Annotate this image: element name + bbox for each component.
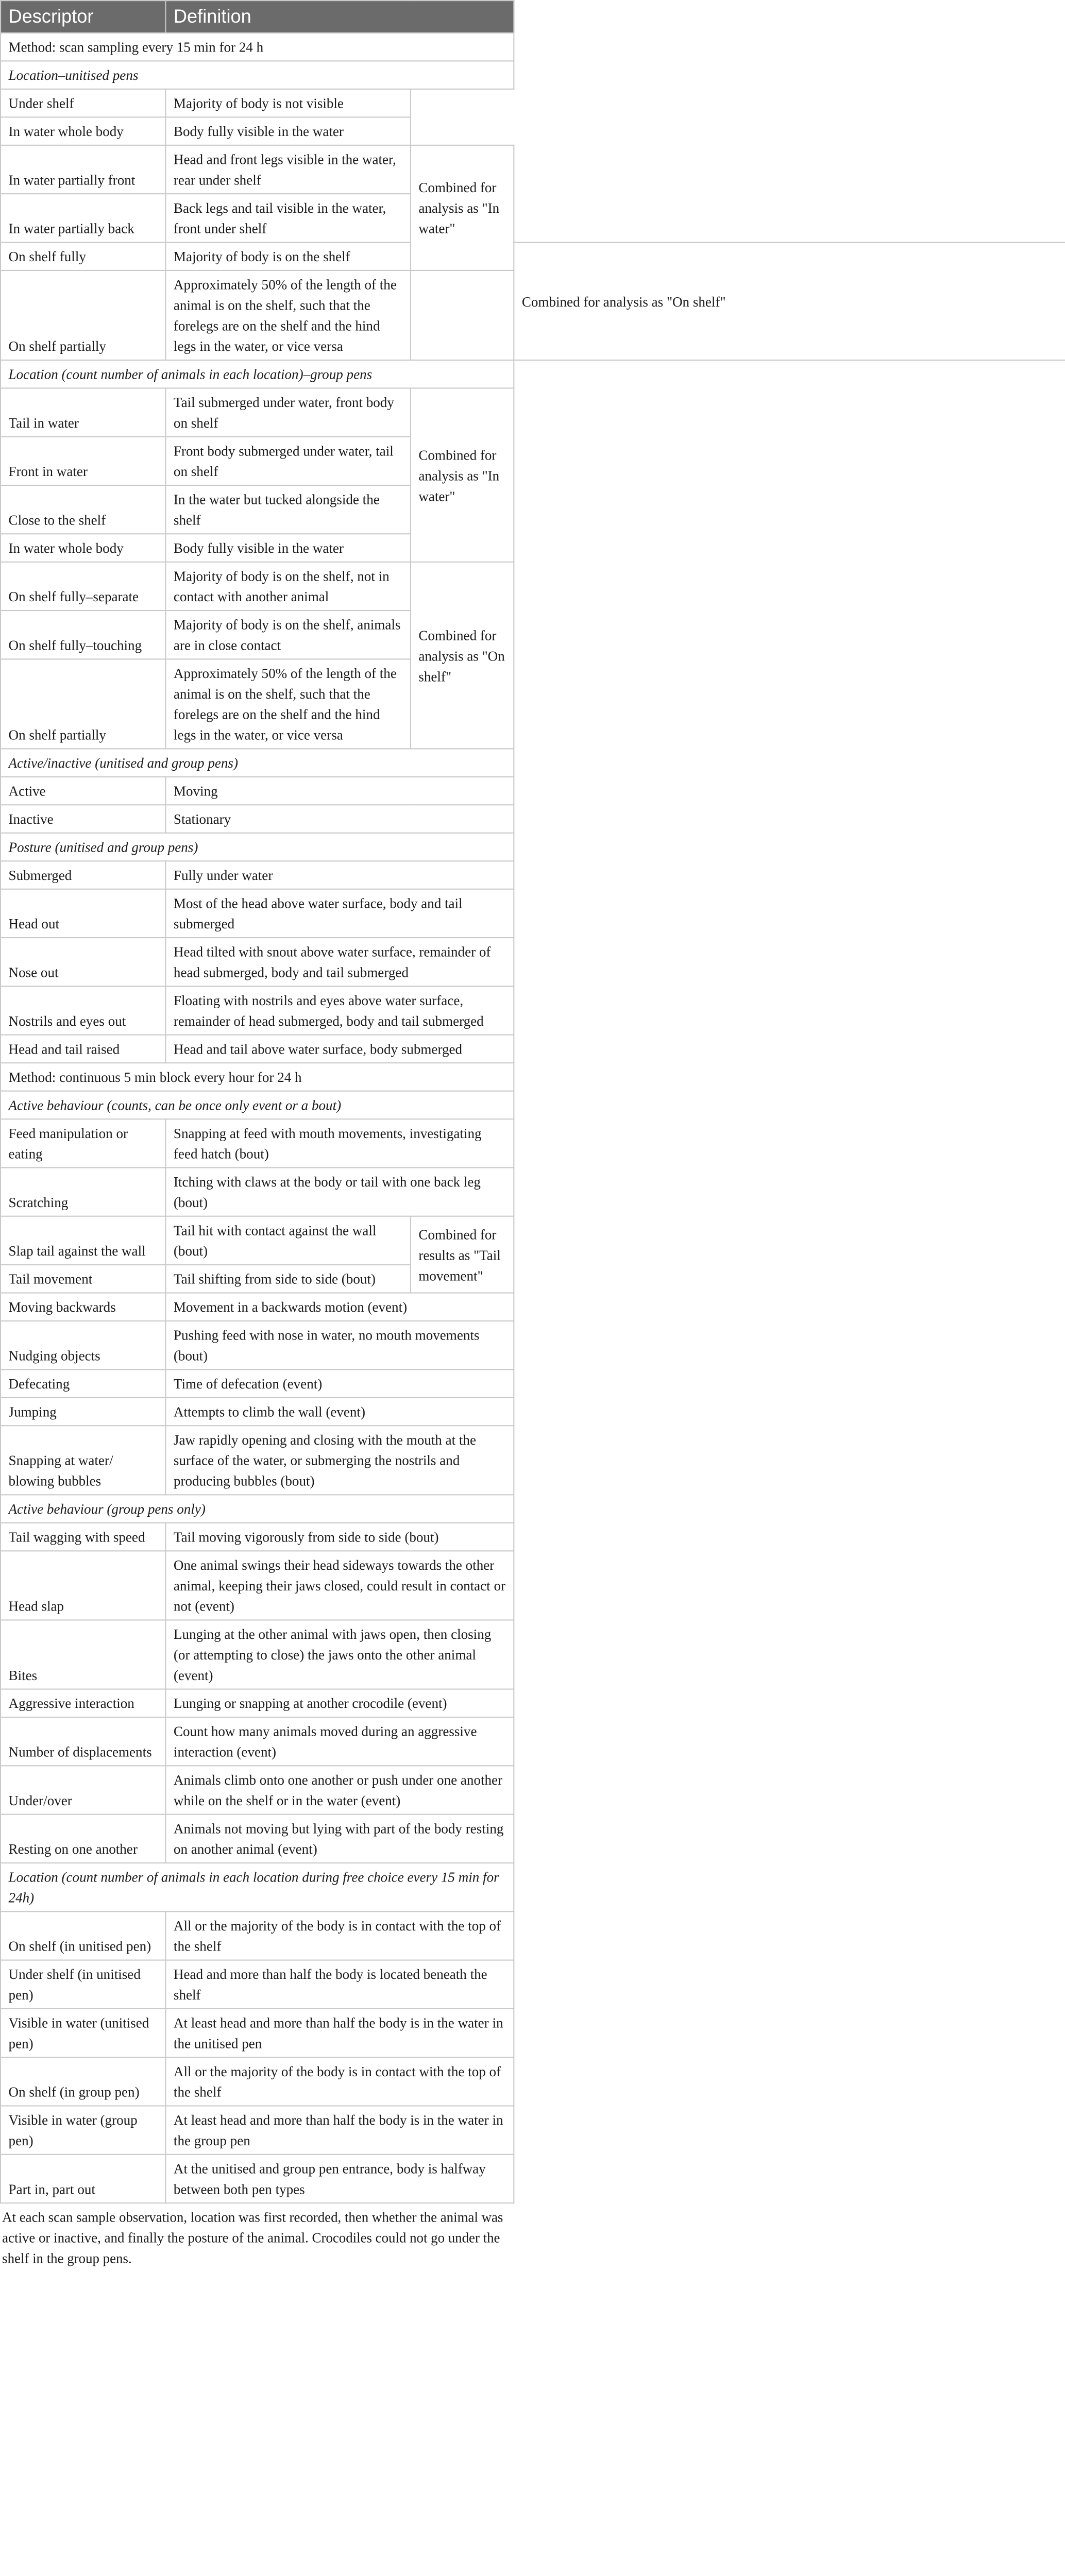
definition-cell: Head tilted with snout above water surface, remainder of head submerged, body and tail submerged [165,938,514,986]
table-row [1,2057,1065,2106]
table-row [1,117,1065,145]
table-row [1,388,1065,436]
blank-cell [514,534,1065,562]
descriptor-cell: Jumping [1,1398,165,1426]
definition-cell: Time of defecation (event) [165,1369,514,1397]
descriptor-cell: Nose out [1,938,165,986]
section-heading: Active behaviour (group pens only) [1,1495,514,1522]
blank-cell [514,1620,1065,1689]
blank-cell [514,2106,1065,2154]
descriptor-cell: In water whole body [1,534,165,562]
combined-note-cell: Combined for analysis as "In water" [411,388,514,562]
blank-cell [514,1551,1065,1620]
table-row [1,1551,1065,1620]
blank-cell [514,889,1065,938]
blank-cell [514,777,1065,805]
section-row [1,33,1065,61]
combined-note-cell: Combined for results as "Tail movement" [411,1216,514,1293]
blank-cell [514,2057,1065,2106]
definition-cell: Lunging at the other animal with jaws open, then closing (or attempting to close) the jaws onto the other animal (event) [165,1620,514,1689]
table-row [1,1167,1065,1216]
blank-cell [514,986,1065,1035]
descriptor-cell: Tail wagging with speed [1,1523,165,1551]
blank-cell [514,1523,1065,1551]
descriptor-cell: Aggressive interaction [1,1689,165,1717]
blank-cell [514,2009,1065,2057]
descriptor-cell: Under shelf [1,89,165,117]
definition-cell: Tail hit with contact against the wall (bout) [165,1216,410,1265]
blank-cell [514,1321,1065,1369]
blank-cell [514,388,1065,436]
blank-cell [514,611,1065,659]
table-row [1,861,1065,889]
definition-cell: Animals not moving but lying with part of the body resting on another animal (event) [165,1815,514,1863]
section-row [1,833,1065,861]
definition-cell: Body fully visible in the water [165,117,410,145]
descriptor-cell: On shelf fully [1,242,165,270]
definition-cell: Stationary [165,805,514,833]
method-heading: Method: continuous 5 min block every hour for 24 h [1,1063,514,1091]
definition-cell: Moving [165,777,514,805]
definition-cell: Majority of body is on the shelf, animals are in close contact [165,611,410,659]
combined-note-cell: Combined for analysis as "In water" [411,145,514,270]
blank-cell [514,33,1065,61]
descriptor-cell: Resting on one another [1,1815,165,1863]
definition-cell: Head and front legs visible in the water, rear under shelf [165,145,410,194]
table-row [1,1766,1065,1814]
definition-cell: Itching with claws at the body or tail with one back leg (bout) [165,1167,514,1216]
definition-cell: Tail shifting from side to side (bout) [165,1265,410,1293]
table-row [1,194,1065,242]
table-row [1,1369,1065,1397]
definition-cell: Tail submerged under water, front body on shelf [165,388,410,436]
descriptor-cell: Part in, part out [1,2155,165,2203]
blank-cell [514,749,1065,776]
blank-cell [514,805,1065,833]
definition-cell: Count how many animals moved during an aggressive interaction (event) [165,1717,514,1766]
descriptor-cell: Active [1,777,165,805]
blank-cell [514,861,1065,889]
blank-cell [514,1063,1065,1091]
combined-note-cell: Combined for analysis as "On shelf" [411,562,514,749]
table-row [1,889,1065,938]
blank-cell [514,1216,1065,1265]
definition-cell: Pushing feed with nose in water, no mouth movements (bout) [165,1321,514,1369]
definition-cell: Attempts to climb the wall (event) [165,1398,514,1426]
table-row [1,805,1065,833]
definition-cell: Head and tail above water surface, body submerged [165,1035,514,1063]
blank-cell [514,1495,1065,1522]
descriptor-cell: On shelf fully–separate [1,562,165,611]
descriptor-cell: Submerged [1,861,165,889]
descriptor-cell: Visible in water (unitised pen) [1,2009,165,2057]
table-row [1,611,1065,659]
descriptor-cell: Tail in water [1,388,165,436]
blank-cell [514,1766,1065,1814]
definition-cell: At least head and more than half the body is in the water in the unitised pen [165,2009,514,2057]
table-body [1,33,1065,2203]
section-row [1,1091,1065,1119]
definition-cell: One animal swings their head sideways towards the other animal, keeping their jaws closed, could result in contact or not (event) [165,1551,514,1620]
table-row [1,1620,1065,1689]
table-row [1,1717,1065,1766]
descriptor-cell: In water whole body [1,117,165,145]
definition-cell: Lunging or snapping at another crocodile (event) [165,1689,514,1717]
blank-cell [514,1035,1065,1063]
descriptor-cell: On shelf partially [1,659,165,749]
section-heading: Location (count number of animals in each location during free choice every 15 min for 24h) [1,1863,514,1911]
table-row [1,1265,1065,1293]
blank-cell [514,1119,1065,1167]
blank-cell [514,1369,1065,1397]
blank-cell [514,61,1065,89]
descriptor-cell: Front in water [1,437,165,485]
definition-cell: Animals climb onto one another or push under one another while on the shelf or in the water (event) [165,1766,514,1814]
blank-cell [514,1091,1065,1119]
blank-cell [514,1265,1065,1293]
definition-cell: Tail moving vigorously from side to side (bout) [165,1523,514,1551]
section-heading: Location (count number of animals in each location)–group pens [1,360,514,388]
blank-cell [514,938,1065,986]
descriptor-cell: Nudging objects [1,1321,165,1369]
definition-cell: At the unitised and group pen entrance, body is halfway between both pen types [165,2155,514,2203]
descriptor-cell: Head out [1,889,165,938]
blank-cell [514,360,1065,388]
table-row [1,1293,1065,1320]
table-row [1,89,1065,117]
method-heading: Method: scan sampling every 15 min for 24 h [1,33,514,61]
definition-cell: Body fully visible in the water [165,534,410,562]
table-row [1,1815,1065,1863]
blank-cell [514,1815,1065,1863]
descriptor-cell: In water partially front [1,145,165,194]
descriptor-cell: Feed manipulation or eating [1,1119,165,1167]
definition-cell: Majority of body is on the shelf, not in contact with another animal [165,562,410,611]
definition-cell: Movement in a backwards motion (event) [165,1293,514,1320]
descriptor-cell: Under shelf (in unitised pen) [1,1960,165,2009]
table-row [1,145,1065,194]
blank-cell [514,562,1065,611]
table-footnote: At each scan sample observation, location was first recorded, then whether the animal was active or inactive, and finally the posture of the animal. Crocodiles could not go under the shelf in the group pens. [2,2209,503,2266]
descriptor-cell: Visible in water (group pen) [1,2106,165,2154]
descriptor-cell: Nostrils and eyes out [1,986,165,1035]
blank-cell [514,437,1065,485]
blank-cell [514,1689,1065,1717]
table-row [1,534,1065,562]
table-row [1,1426,1065,1495]
table-row [1,2155,1065,2203]
definition-cell: All or the majority of the body is in contact with the top of the shelf [165,2057,514,2106]
table-row [1,1960,1065,2009]
blank-cell [514,2155,1065,2203]
table-row [1,242,1065,270]
section-heading: Location–unitised pens [1,61,514,89]
definition-cell: Back legs and tail visible in the water, front under shelf [165,194,410,242]
descriptor-cell: On shelf fully–touching [1,611,165,659]
header-descriptor: Descriptor [1,1,165,33]
table-row [1,777,1065,805]
definition-cell: Approximately 50% of the length of the animal is on the shelf, such that the forelegs are on the shelf and the hind legs in the water, or vice versa [165,659,410,749]
blank-cell [411,89,514,117]
descriptor-cell: On shelf (in group pen) [1,2057,165,2106]
section-row [1,61,1065,89]
table-header-row [1,1,1065,33]
table-row [1,1398,1065,1426]
definition-cell: Fully under water [165,861,514,889]
blank-cell [514,1717,1065,1766]
section-heading: Posture (unitised and group pens) [1,833,514,861]
table-row [1,437,1065,485]
descriptor-cell: Bites [1,1620,165,1689]
descriptor-cell: On shelf (in unitised pen) [1,1911,165,1960]
header-blank [514,1,1065,33]
table-row [1,1689,1065,1717]
definition-cell: Floating with nostrils and eyes above water surface, remainder of head submerged, body and tail submerged [165,986,514,1035]
descriptor-cell: Slap tail against the wall [1,1216,165,1265]
table-row [1,1523,1065,1551]
blank-cell [514,145,1065,194]
definition-cell: Majority of body is on the shelf [165,242,410,270]
definition-cell: Head and more than half the body is located beneath the shelf [165,1960,514,2009]
section-row [1,1063,1065,1091]
header-definition: Definition [165,1,514,33]
definition-cell: Jaw rapidly opening and closing with the mouth at the surface of the water, or submerging the nostrils and producing bubbles (bout) [165,1426,514,1495]
descriptor-cell: Head slap [1,1551,165,1620]
section-row [1,360,1065,388]
blank-cell [514,1167,1065,1216]
definition-cell: Majority of body is not visible [165,89,410,117]
descriptor-cell: Inactive [1,805,165,833]
descriptor-cell: Under/over [1,1766,165,1814]
descriptor-cell: On shelf partially [1,270,165,360]
blank-cell [514,485,1065,534]
descriptor-cell: Close to the shelf [1,485,165,534]
descriptor-cell: Snapping at water/ blowing bubbles [1,1426,165,1495]
table-row [1,1035,1065,1063]
table-row [1,1321,1065,1369]
blank-cell [514,833,1065,861]
section-heading: Active behaviour (counts, can be once only event or a bout) [1,1091,514,1119]
blank-cell [514,1426,1065,1495]
section-row [1,1863,1065,1911]
descriptor-cell: Moving backwards [1,1293,165,1320]
section-row [1,749,1065,776]
blank-cell [514,1960,1065,2009]
blank-cell [514,1293,1065,1320]
blank-cell [514,659,1065,749]
definition-cell: In the water but tucked alongside the shelf [165,485,410,534]
definition-cell: At least head and more than half the body is in the water in the group pen [165,2106,514,2154]
blank-cell [514,194,1065,242]
blank-cell [514,1863,1065,1911]
definition-cell: Most of the head above water surface, body and tail submerged [165,889,514,938]
table-row [1,1216,1065,1265]
definition-cell: Approximately 50% of the length of the animal is on the shelf, such that the forelegs are on the shelf and the hind legs in the water, or vice versa [165,270,410,360]
blank-cell [514,1911,1065,1960]
blank-cell [411,270,514,360]
definition-cell: Front body submerged under water, tail on shelf [165,437,410,485]
table-row [1,986,1065,1035]
section-heading: Active/inactive (unitised and group pens) [1,749,514,776]
definition-cell: Snapping at feed with mouth movements, investigating feed hatch (bout) [165,1119,514,1167]
descriptor-cell: Number of displacements [1,1717,165,1766]
table-row [1,2009,1065,2057]
descriptor-cell: In water partially back [1,194,165,242]
descriptor-cell: Head and tail raised [1,1035,165,1063]
table-row [1,485,1065,534]
blank-cell [514,1398,1065,1426]
table-row [1,1119,1065,1167]
table-row [1,938,1065,986]
definition-cell: All or the majority of the body is in contact with the top of the shelf [165,1911,514,1960]
descriptor-cell: Defecating [1,1369,165,1397]
descriptor-cell: Tail movement [1,1265,165,1293]
table-row [1,2106,1065,2154]
table-row [1,659,1065,749]
blank-cell [411,117,514,145]
table-row [1,562,1065,611]
section-row [1,1495,1065,1522]
table-row [1,1911,1065,1960]
descriptor-cell: Scratching [1,1167,165,1216]
combined-note-cell: Combined for analysis as "On shelf" [514,242,1065,360]
